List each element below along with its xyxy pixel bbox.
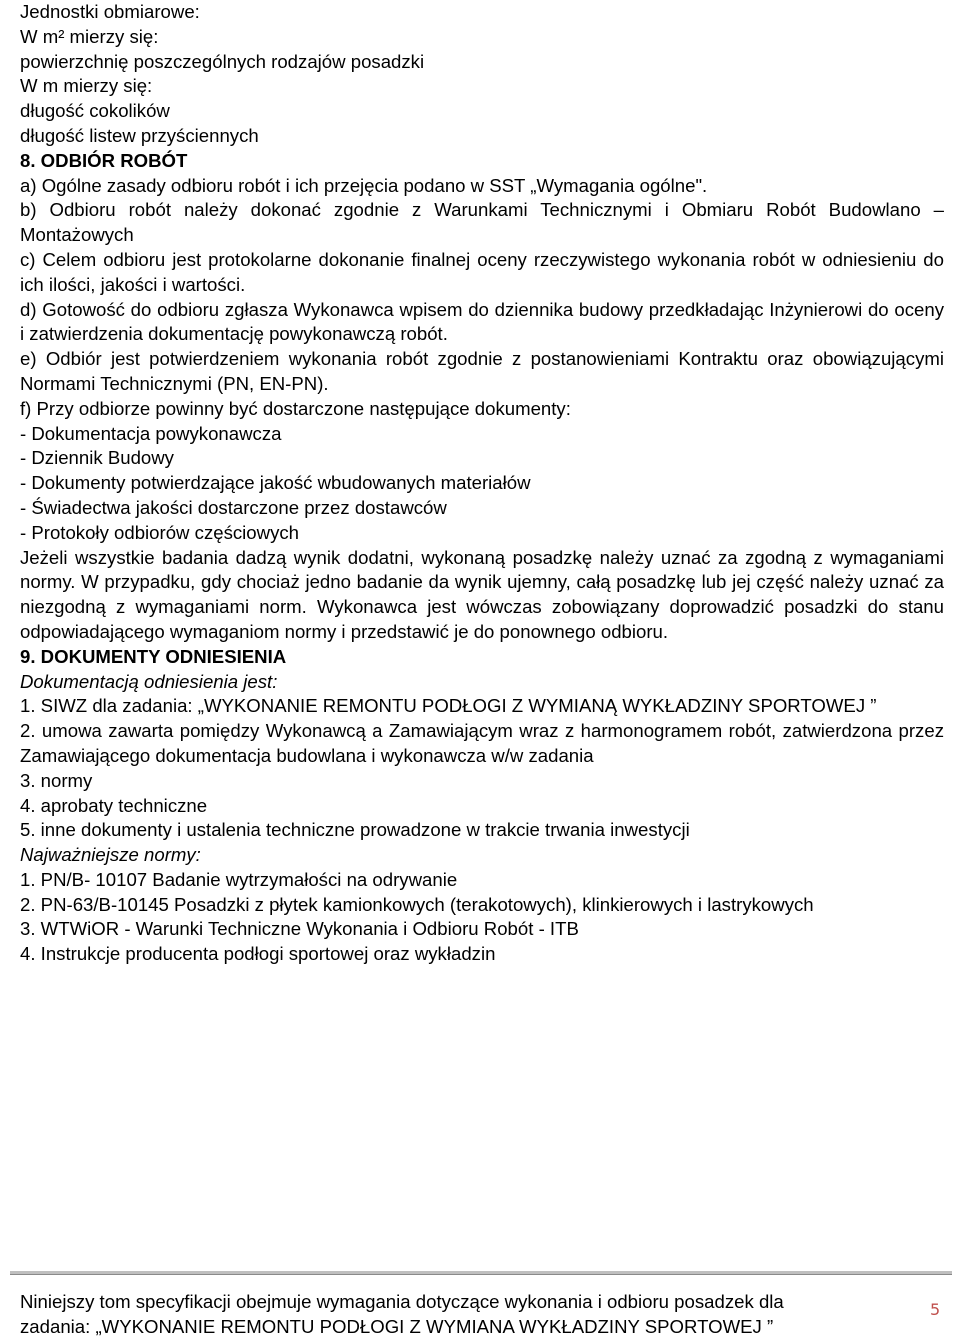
list-item: 4. aprobaty techniczne: [20, 794, 208, 816]
units-m-label: W m mierzy się:: [20, 75, 153, 97]
section-8-point-a: a) Ogólne zasady odbioru robót i ich przejęcia podano w SST „Wymagania ogólne".: [20, 174, 708, 196]
section-8-point-f: f) Przy odbiorze powinny być dostarczone następujące dokumenty:: [20, 397, 571, 419]
page-footer: [20, 1289, 920, 1339]
section-8-point-c: c) Celem odbioru jest protokolarne dokonanie finalnej oceny rzeczywistego wykonania robót w odniesieniu do ich ilości, jakości i wartości.: [20, 248, 944, 295]
section-8-title: 8. ODBIÓR ROBÓT: [20, 149, 188, 171]
units-m-item: długość listew przyściennych: [20, 124, 259, 146]
section-8-point-d: d) Gotowość do odbioru zgłasza Wykonawca wpisem do dziennika budowy przedkładając Inżynierowi do oceny i zatwierdzenia dokumentację powykonawczą robót.: [20, 298, 944, 345]
section-8-point-e: e) Odbiór jest potwierdzeniem wykonania robót zgodnie z postanowieniami Kontraktu oraz obowiązującymi Normami Technicznymi (PN, EN-PN).: [20, 348, 944, 394]
list-item: 5. inne dokumenty i ustalenia techniczne prowadzone w trakcie trwania inwestycji: [20, 819, 690, 841]
section-8-final-paragraph: Jeżeli wszystkie badania dadzą wynik dodatni, wykonaną posadzkę należy uznać za zgodną z wymaganiami normy. W przypadku, gdy chociaż jedno badanie da wynik ujemny, całą posadzkę lub jej część należy uznać za niezgodną z wymaganiami norm. Wykonawca jest wówczas zobowiązany doprowadzić posadzki do stanu odpowiadającego wymaganiom normy i przedstawić je do ponownego odbioru.: [20, 546, 944, 642]
list-item: - Dziennik Budowy: [20, 447, 174, 469]
list-item: 2. umowa zawarta pomiędzy Wykonawcą a Zamawiającym wraz z harmonogramem robót, zatwierdzona przez Zamawiającego dokumentacja budowlana i wykonawcza w/w zadania: [20, 720, 944, 766]
list-item: 2. PN-63/B-10145 Posadzki z płytek kamionkowych (terakotowych), klinkierowych i lastrykowych: [20, 893, 814, 915]
units-m2-item: powierzchnię poszczególnych rodzajów posadzki: [20, 50, 425, 72]
list-item: 4. Instrukcje producenta podłogi sportowej oraz wykładzin: [20, 943, 496, 965]
reference-docs-heading: Dokumentacją odniesienia jest:: [20, 670, 278, 692]
units-m2-label: W m² mierzy się:: [20, 25, 159, 47]
list-item: 1. SIWZ dla zadania: „WYKONANIE REMONTU PODŁOGI Z WYMIANĄ WYKŁADZINY SPORTOWEJ ”: [20, 695, 877, 717]
units-m-item: długość cokolików: [20, 100, 170, 122]
norms-heading: Najważniejsze normy:: [20, 844, 201, 866]
list-item: 3. WTWiOR - Warunki Techniczne Wykonania i Odbioru Robót - ITB: [20, 918, 579, 940]
footer-line: zadania: „WYKONANIE REMONTU PODŁOGI Z WYMIANA WYKŁADZINY SPORTOWEJ ”: [20, 1316, 774, 1337]
list-item: - Protokoły odbiorów częściowych: [20, 521, 300, 543]
list-item: - Dokumentacja powykonawcza: [20, 422, 282, 444]
list-item: 1. PN/B- 10107 Badanie wytrzymałości na odrywanie: [20, 868, 458, 890]
section-9-title: 9. DOKUMENTY ODNIESIENIA: [20, 645, 287, 667]
page-number: 5: [930, 1300, 941, 1319]
list-item: - Dokumenty potwierdzające jakość wbudowanych materiałów: [20, 472, 531, 494]
list-item: 3. normy: [20, 769, 93, 791]
list-item: - Świadectwa jakości dostarczone przez dostawców: [20, 496, 447, 518]
document-body: [20, 0, 944, 967]
footer-line: Niniejszy tom specyfikacji obejmuje wymagania dotyczące wykonania i odbioru posadzek dla: [20, 1291, 784, 1312]
section-8-point-b: b) Odbioru robót należy dokonać zgodnie z Warunkami Technicznymi i Obmiaru Robót Budowlano – Montażowych: [20, 199, 944, 246]
footer-divider: [10, 1271, 952, 1275]
units-heading: Jednostki obmiarowe:: [20, 1, 200, 22]
